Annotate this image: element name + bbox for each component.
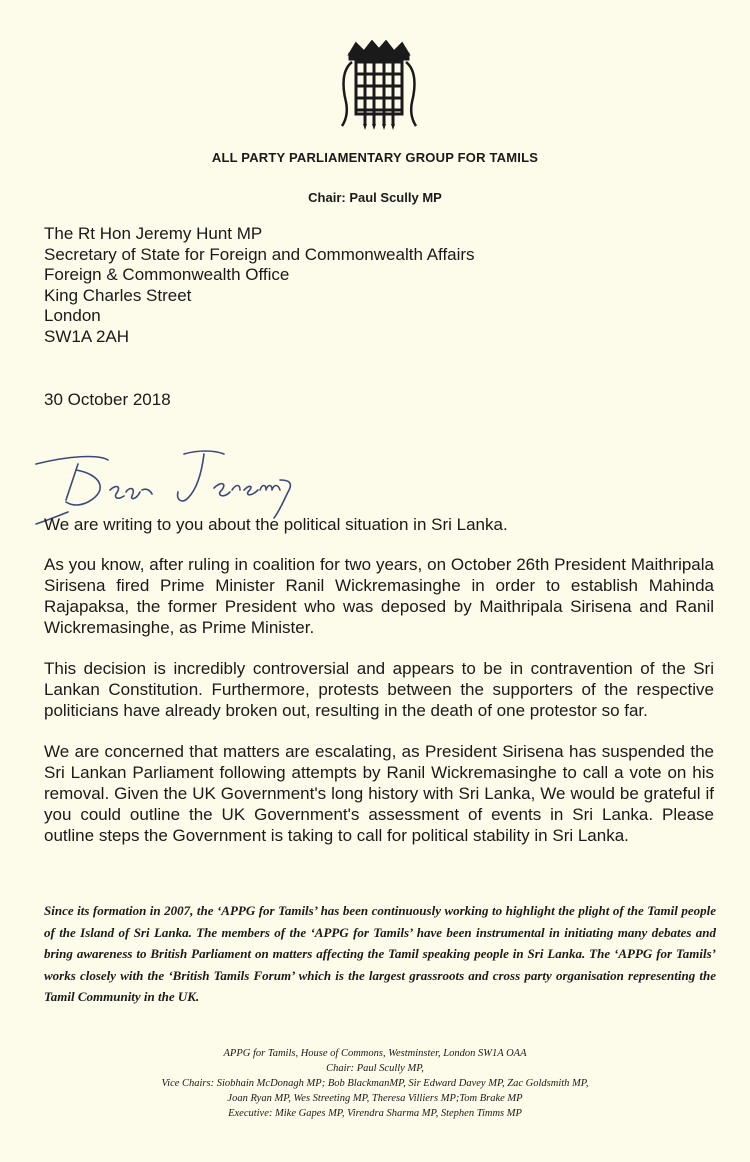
address-line: Secretary of State for Foreign and Commonwealth Affairs — [44, 244, 475, 264]
letter-date: 30 October 2018 — [44, 390, 171, 409]
portcullis-icon — [336, 40, 422, 132]
footer-line: Executive: Mike Gapes MP, Virendra Sharma MP, Stephen Timms MP — [228, 1108, 522, 1119]
body-paragraph: We are writing to you about the political situation in Sri Lanka. — [44, 515, 508, 534]
body-paragraph: This decision is incredibly controversial and appears to be in contravention of the Sri Lankan Constitution. Furthermore, protests between the supporters of the respective politicians have already broken out, resulting in the death of one protestor so far. — [44, 659, 714, 720]
body-paragraph: As you know, after ruling in coalition for two years, on October 26th President Maithripala Sirisena fired Prime Minister Ranil Wickremasinghe in order to establish Mahinda Rajapaksa, the former President who was deposed by Maithripala Sirisena and Ranil Wickremasinghe, as Prime Minister. — [44, 555, 714, 637]
address-line: London — [44, 306, 101, 325]
letter-body — [44, 514, 714, 866]
footer-line: Chair: Paul Scully MP, — [326, 1063, 424, 1074]
address-line: SW1A 2AH — [44, 326, 130, 346]
address-line: Foreign & Commonwealth Office — [44, 265, 290, 284]
group-title: ALL PARTY PARLIAMENTARY GROUP FOR TAMILS — [211, 150, 539, 165]
group-chair: Chair: Paul Scully MP — [308, 190, 442, 205]
recipient-address — [44, 224, 475, 347]
footer-line: APPG for Tamils, House of Commons, Westminster, London SW1A OAA — [223, 1048, 527, 1059]
address-line: King Charles Street — [44, 285, 192, 305]
appg-about: Since its formation in 2007, the ‘APPG for Tamils’ has been continuously working to highlight the plight of the Tamil people of the Island of Sri Lanka. The members of the ‘APPG for Tamils’ have been instrumental in initiating many debates and bring awareness to British Parliament on matters affecting the Tamil speaking people in Sri Lanka. The ‘APPG for Tamils’ works closely with the ‘British Tamils Forum’ which is the largest grassroots and cross party organisation representing the Tamil Community in the UK. — [44, 903, 716, 1004]
letter-footer — [0, 1046, 750, 1121]
footer-line: Joan Ryan MP, Wes Streeting MP, Theresa Villiers MP;Tom Brake MP — [227, 1093, 523, 1104]
address-line: The Rt Hon Jeremy Hunt MP — [44, 224, 263, 243]
footer-line: Vice Chairs: Siobhain McDonagh MP; Bob BlackmanMP, Sir Edward Davey MP, Zac Goldsmith MP, — [161, 1078, 589, 1089]
body-paragraph: We are concerned that matters are escalating, as President Sirisena has suspended the Sri Lankan Parliament following attempts by Ranil Wickremasinghe to call a vote on his removal. Given the UK Government's long history with Sri Lanka, We would be grateful if you could outline the UK Government's assessment of events in Sri Lanka. Please outline steps the Government is taking to call for political stability in Sri Lanka. — [44, 742, 714, 845]
